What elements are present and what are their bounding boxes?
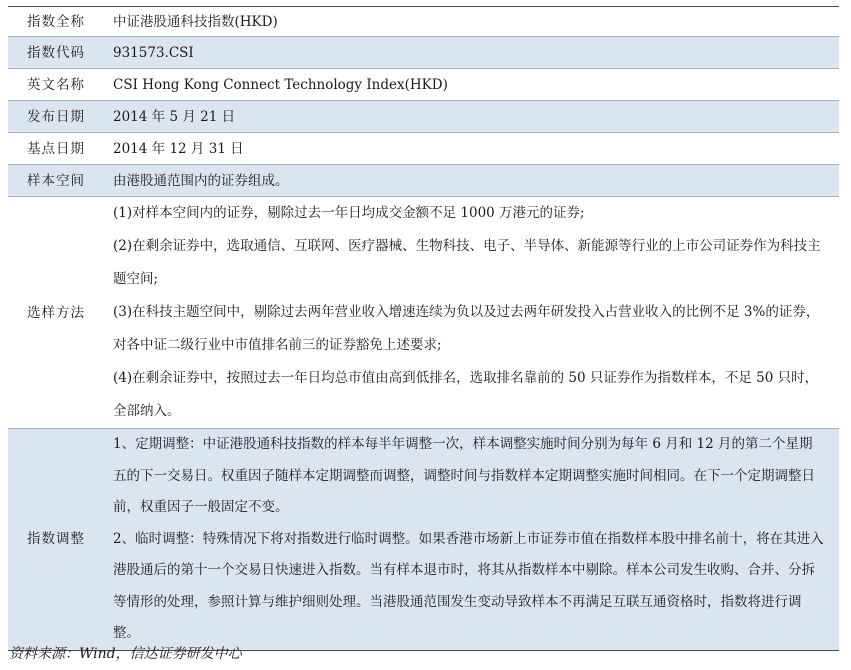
label-release-date: 发布日期 xyxy=(8,101,104,133)
row-release-date xyxy=(8,101,839,133)
value-index-adjustment xyxy=(104,429,839,651)
method-paragraph: (3)在科技主题空间中，剔除过去两年营业收入增速连续为负以及过去两年研发投入占营业收入的比例不足 3%的证券，对各中证二级行业中市值排名前三的证券豁免上述要求; xyxy=(113,304,820,353)
method-paragraph: (2)在剩余证券中，选取通信、互联网、医疗器械、生物科技、电子、半导体、新能源等行业的上市公司证券作为科技主题空间; xyxy=(113,238,821,287)
label-english-name: 英文名称 xyxy=(8,69,104,101)
value-english-name: CSI Hong Kong Connect Technology Index(HKD) xyxy=(104,69,839,101)
row-sample-space xyxy=(8,165,839,197)
source-note: 资料来源：Wind，信达证券研发中心 xyxy=(9,646,242,662)
row-base-date xyxy=(8,133,839,165)
row-english-name xyxy=(8,69,839,101)
adjust-paragraph: 1、定期调整：中证港股通科技指数的样本每半年调整一次，样本调整实施时间分别为每年 6 月和 12 月的第二个星期五的下一交易日。权重因子随样本定期调整而调整，调整时间与指数样本定期调整实施时间相同。在下一个定期调整日前，权重因子一般固定不变。 xyxy=(113,436,815,515)
label-index-adjustment: 指数调整 xyxy=(8,429,104,651)
value-selection-method xyxy=(104,197,839,429)
row-full-name xyxy=(8,7,839,37)
row-index-adjustment xyxy=(8,429,839,651)
row-selection-method xyxy=(8,197,839,429)
label-selection-method: 选样方法 xyxy=(8,197,104,429)
row-index-code xyxy=(8,37,839,69)
value-full-name: 中证港股通科技指数(HKD) xyxy=(104,7,839,37)
label-full-name: 指数全称 xyxy=(8,7,104,37)
label-base-date: 基点日期 xyxy=(8,133,104,165)
label-index-code: 指数代码 xyxy=(8,37,104,69)
value-base-date: 2014 年 12 月 31 日 xyxy=(104,133,839,165)
label-sample-space: 样本空间 xyxy=(8,165,104,197)
index-info-table xyxy=(8,6,839,651)
method-paragraph: (4)在剩余证券中，按照过去一年日均总市值由高到低排名，选取排名靠前的 50 只证券作为指数样本，不足 50 只时，全部纳入。 xyxy=(113,370,819,419)
value-sample-space: 由港股通范围内的证券组成。 xyxy=(104,165,839,197)
value-index-code: 931573.CSI xyxy=(104,37,839,69)
method-paragraph: (1)对样本空间内的证券，剔除过去一年日均成交金额不足 1000 万港元的证券; xyxy=(113,205,585,221)
adjust-paragraph: 2、临时调整：特殊情况下将对指数进行临时调整。如果香港市场新上市证券市值在指数样本股中排名前十，将在其进入港股通后的第十一个交易日快速进入指数。当有样本退市时，将其从指数样本中剔除。样本公司发生收购、合并、分拆等情形的处理，参照计算与维护细则处理。当港股通范围发生变动导致样本不再满足互联互通资格时，指数将进行调整。 xyxy=(113,530,824,641)
value-release-date: 2014 年 5 月 21 日 xyxy=(104,101,839,133)
